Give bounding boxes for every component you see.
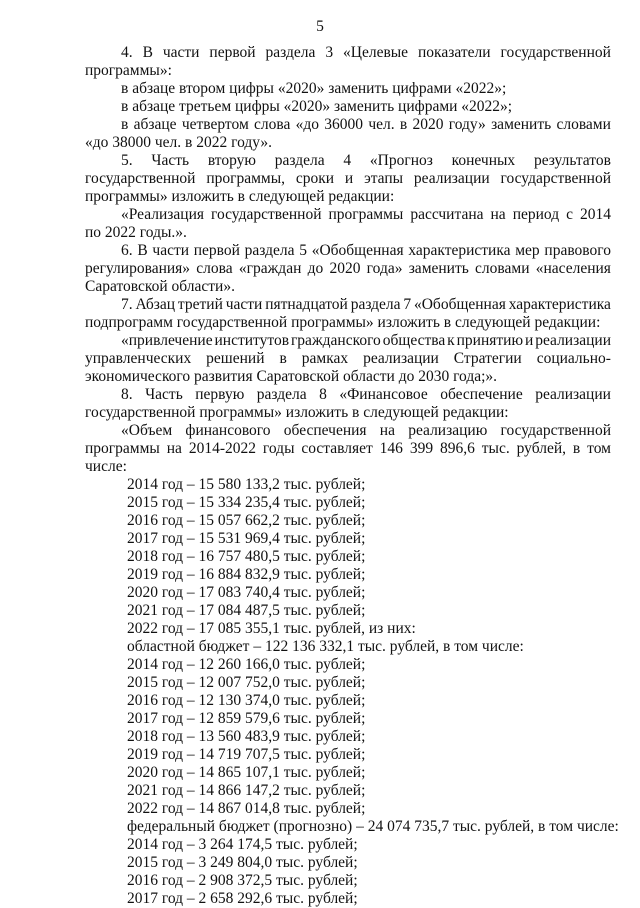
text-line: регулирования» слова «граждан до 2020 года» заменить словами «населения [85, 260, 611, 277]
text-line: экономического развития Саратовской области до 2030 года;». [85, 368, 498, 385]
text-line: «привлечение институтов гражданского общества к принятию и реализации [121, 332, 611, 349]
text-line: в абзаце третьем цифры «2020» заменить цифрами «2022»; [121, 98, 513, 115]
text-line: государственной программы» изложить в следующей редакции: [85, 404, 509, 421]
page-number: 5 [316, 18, 324, 35]
text-line: государственной программы, сроки и этапы реализации государственной [85, 170, 611, 187]
text-line: 2019 год – 14 719 707,5 тыс. рублей; [127, 746, 366, 763]
text-line: «до 38000 чел. в 2022 году». [85, 134, 273, 151]
text-line: 2022 год – 17 085 355,1 тыс. рублей, из них: [127, 620, 416, 637]
text-line: 2016 год – 15 057 662,2 тыс. рублей; [127, 512, 366, 529]
text-line: 7. Абзац третий части пятнадцатой раздела 7 «Обобщенная характеристика [121, 296, 611, 313]
text-line: 2017 год – 12 859 579,6 тыс. рублей; [127, 710, 366, 727]
text-line: 2014 год – 3 264 174,5 тыс. рублей; [127, 836, 358, 853]
text-line: 2018 год – 16 757 480,5 тыс. рублей; [127, 548, 366, 565]
text-line: 2017 год – 2 658 292,6 тыс. рублей; [127, 890, 358, 907]
text-line: 2018 год – 13 560 483,9 тыс. рублей; [127, 728, 366, 745]
text-line: 2015 год – 3 249 804,0 тыс. рублей; [127, 854, 358, 871]
text-line: 2015 год – 15 334 235,4 тыс. рублей; [127, 494, 366, 511]
text-line: «Реализация государственной программы рассчитана на период с 2014 [121, 206, 611, 223]
text-line: 2021 год – 14 866 147,2 тыс. рублей; [127, 782, 366, 799]
text-line: в абзаце втором цифры «2020» заменить цифрами «2022»; [121, 80, 507, 97]
text-line: 2022 год – 14 867 014,8 тыс. рублей; [127, 800, 366, 817]
text-line: 6. В части первой раздела 5 «Обобщенная характеристика мер правового [121, 242, 611, 259]
text-line: 5. Часть вторую раздела 4 «Прогноз конечных результатов [121, 152, 611, 169]
text-line: 8. Часть первую раздела 8 «Финансовое обеспечение реализации [121, 386, 611, 403]
text-line: 2019 год – 16 884 832,9 тыс. рублей; [127, 566, 366, 583]
text-line: программы» изложить в следующей редакции: [85, 188, 395, 205]
text-line: 2014 год – 15 580 133,2 тыс. рублей; [127, 476, 366, 493]
text-line: управленческих решений в рамках реализации Стратегии социально- [85, 350, 611, 367]
text-line: 2016 год – 12 130 374,0 тыс. рублей; [127, 692, 366, 709]
text-line: областной бюджет – 122 136 332,1 тыс. рублей, в том числе: [127, 638, 524, 655]
text-line: 2020 год – 17 083 740,4 тыс. рублей; [127, 584, 366, 601]
text-line: 4. В части первой раздела 3 «Целевые показатели государственной [121, 44, 611, 61]
text-line: 2014 год – 12 260 166,0 тыс. рублей; [127, 656, 366, 673]
text-line: Саратовской области». [85, 278, 235, 295]
text-line: «Объем финансового обеспечения на реализацию государственной [121, 422, 611, 439]
text-line: 2017 год – 15 531 969,4 тыс. рублей; [127, 530, 366, 547]
text-line: программы»: [85, 62, 172, 79]
text-line: 2015 год – 12 007 752,0 тыс. рублей; [127, 674, 366, 691]
text-line: по 2022 годы.». [85, 224, 187, 241]
text-line: 2021 год – 17 084 487,5 тыс. рублей; [127, 602, 366, 619]
text-line: в абзаце четвертом слова «до 36000 чел. в 2020 году» заменить словами [121, 116, 611, 133]
text-line: федеральный бюджет (прогнозно) – 24 074 735,7 тыс. рублей, в том числе: [127, 818, 619, 835]
text-line: 2020 год – 14 865 107,1 тыс. рублей; [127, 764, 366, 781]
text-line: подпрограмм государственной программы» изложить в следующей редакции: [85, 314, 601, 331]
text-line: программы на 2014-2022 годы составляет 146 399 896,6 тыс. рублей, в том [85, 440, 611, 457]
text-line: 2016 год – 2 908 372,5 тыс. рублей; [127, 872, 358, 889]
text-line: числе: [85, 458, 127, 475]
